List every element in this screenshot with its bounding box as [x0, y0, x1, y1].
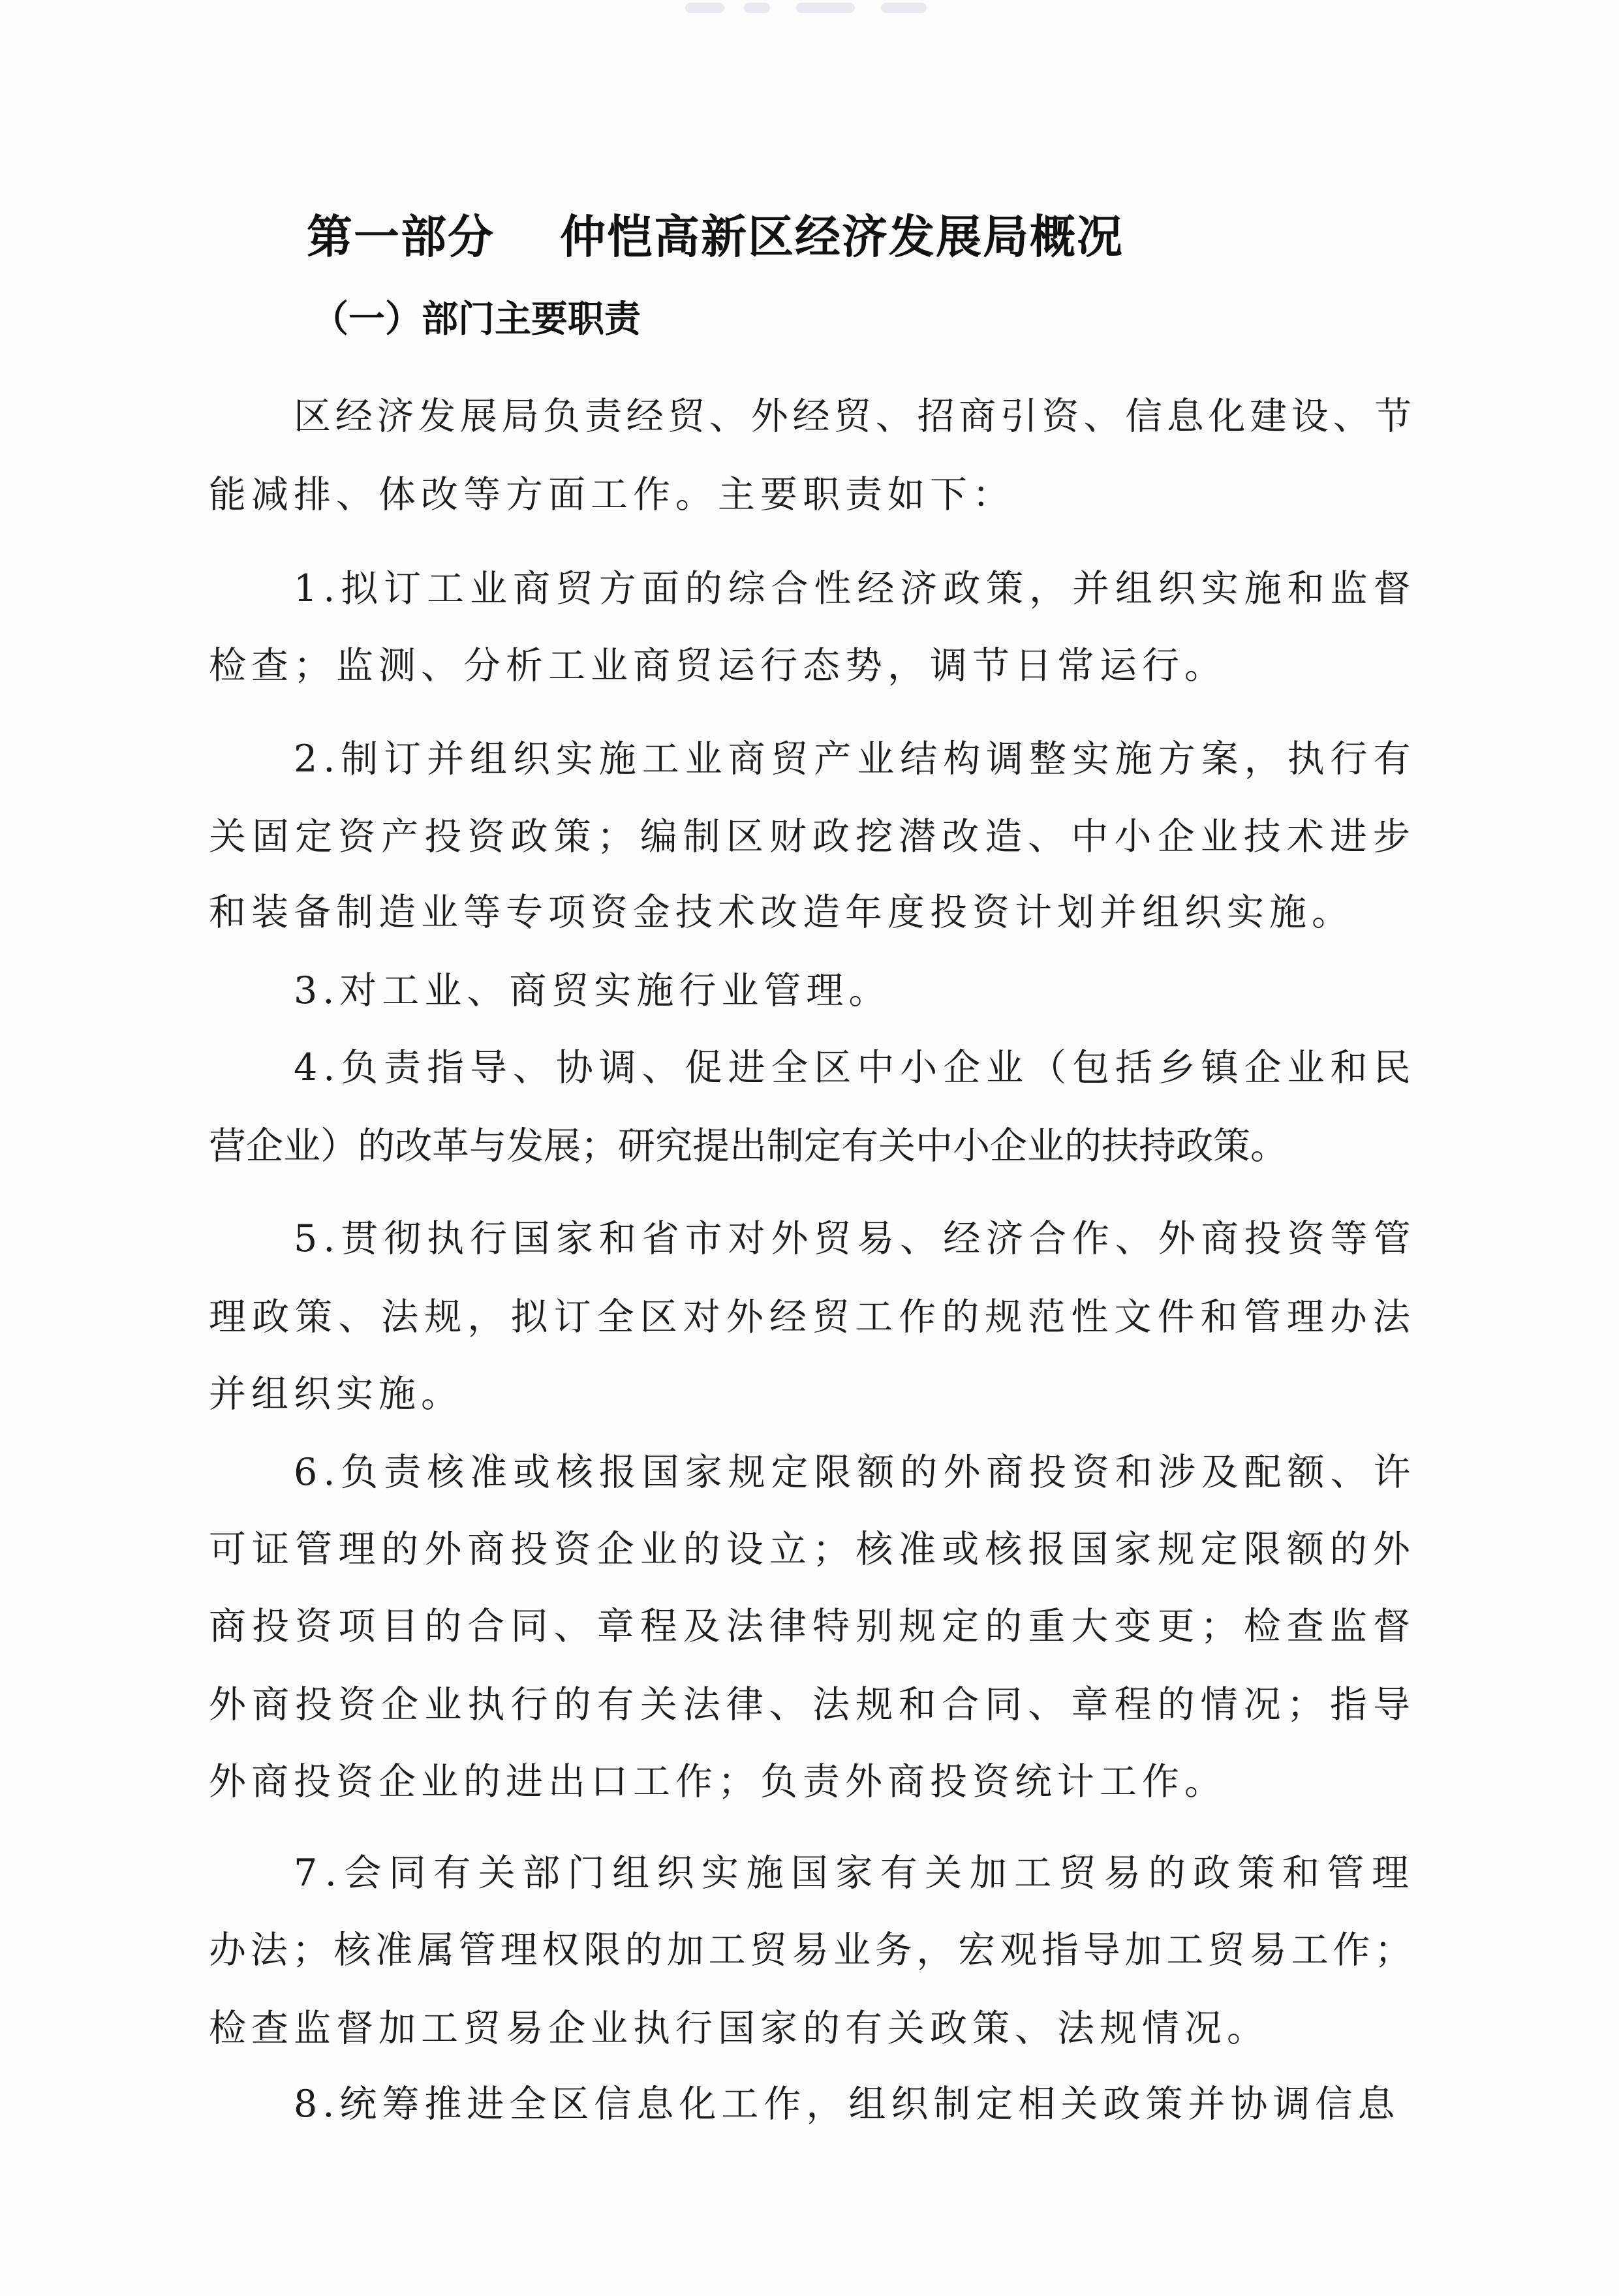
paragraph-line: 3.对工业、商贸实施行业管理。	[294, 969, 891, 1012]
paragraph-line: 外商投资企业的进出口工作；负责外商投资统计工作。	[209, 1760, 1227, 1803]
paragraph-line: 1.拟订工业商贸方面的综合性经济政策，并组织实施和监督	[294, 567, 1417, 610]
title-part-label: 第一部分	[307, 210, 495, 264]
scan-smudge-mark	[672, 0, 972, 25]
paragraph-line: 商投资项目的合同、章程及法律特别规定的重大变更；检查监督	[209, 1605, 1416, 1648]
section-heading: （一）部门主要职责	[312, 298, 641, 341]
paragraph-line: 营企业）的改革与发展；研究提出制定有关中小企业的扶持政策。	[209, 1125, 1287, 1168]
paragraph-line: 办法；核准属管理权限的加工贸易业务，宏观指导加工贸易工作；	[209, 1929, 1416, 1972]
paragraph-line: 区经济发展局负责经贸、外经贸、招商引资、信息化建设、节	[294, 395, 1416, 438]
paragraph-line: 关固定资产投资政策；编制区财政挖潜改造、中小企业技术进步	[209, 815, 1416, 858]
paragraph-line: 并组织实施。	[209, 1373, 463, 1416]
page-title	[307, 208, 1351, 266]
paragraph-line: 理政策、法规，拟订全区对外经贸工作的规范性文件和管理办法	[209, 1295, 1416, 1339]
paragraph-line: 检查监督加工贸易企业执行国家的有关政策、法规情况。	[209, 2007, 1269, 2050]
paragraph-line: 4.负责指导、协调、促进全区中小企业（包括乡镇企业和民	[294, 1046, 1417, 1089]
paragraph-line: 和装备制造业等专项资金技术改造年度投资计划并组织实施。	[209, 891, 1354, 934]
paragraph-line: 检查；监测、分析工业商贸运行态势，调节日常运行。	[209, 644, 1227, 687]
paragraph-line: 8.统筹推进全区信息化工作，组织制定相关政策并协调信息	[294, 2083, 1400, 2126]
paragraph-line: 2.制订并组织实施工业商贸产业结构调整实施方案，执行有	[294, 737, 1417, 781]
paragraph-line: 能减排、体改等方面工作。主要职责如下：	[209, 473, 1015, 516]
paragraph-line: 5.贯彻执行国家和省市对外贸易、经济合作、外商投资等管	[294, 1217, 1417, 1260]
paragraph-line: 7.会同有关部门组织实施国家有关加工贸易的政策和管理	[294, 1852, 1417, 1895]
paragraph-line: 可证管理的外商投资企业的设立；核准或核报国家规定限额的外	[209, 1528, 1416, 1571]
paragraph-line: 外商投资企业执行的有关法律、法规和合同、章程的情况；指导	[209, 1683, 1416, 1726]
paragraph-line: 6.负责核准或核报国家规定限额的外商投资和涉及配额、许	[294, 1451, 1417, 1494]
title-department-name: 仲恺高新区经济发展局概况	[560, 210, 1124, 264]
